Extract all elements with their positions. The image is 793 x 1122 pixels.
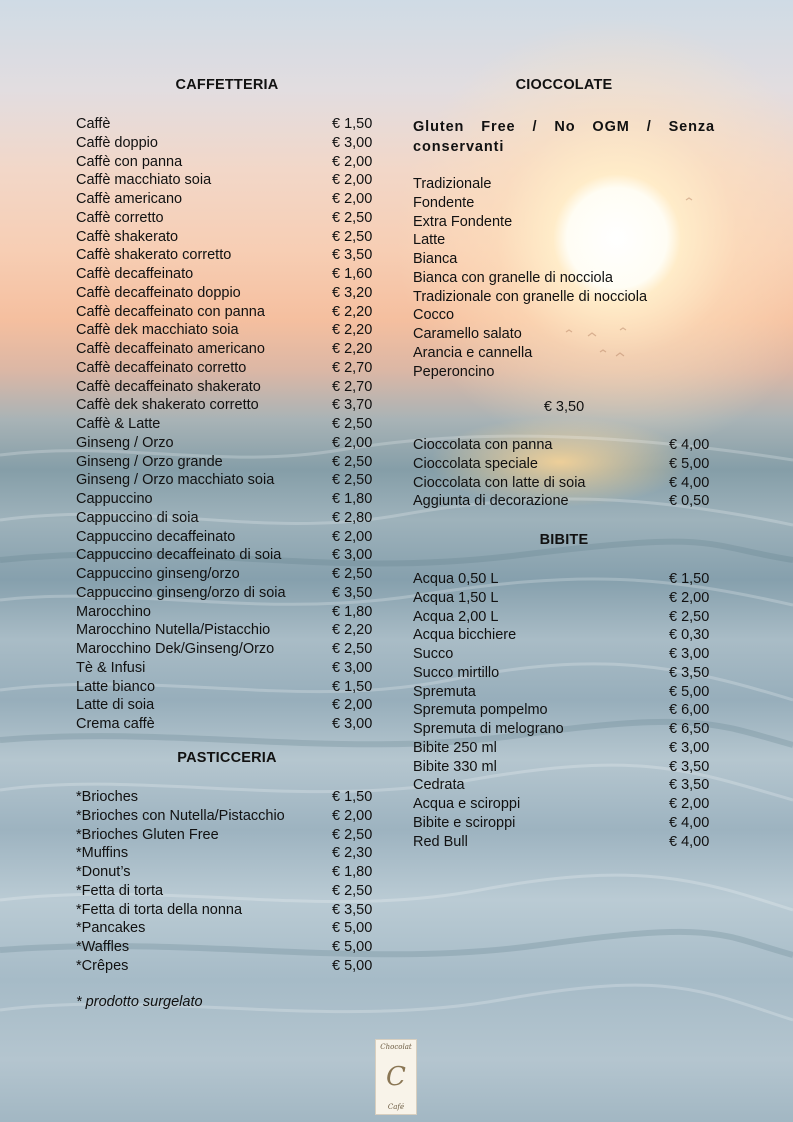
flavour-item: Latte <box>413 232 446 249</box>
menu-item-name: Caffè americano <box>76 191 183 207</box>
menu-item-price: € 2,70 <box>332 359 373 376</box>
menu-item <box>76 863 378 882</box>
pasticceria-list <box>76 788 378 976</box>
menu-item <box>76 246 378 265</box>
menu-item-name: Red Bull <box>413 833 468 850</box>
menu-item <box>76 546 378 565</box>
menu-item-price: € 2,50 <box>332 453 373 470</box>
cioccolate-flavour-list <box>413 175 715 381</box>
menu-item <box>413 492 715 511</box>
menu-item-price: € 1,80 <box>332 603 373 620</box>
menu-item <box>413 608 715 627</box>
menu-item <box>76 396 378 415</box>
menu-item <box>413 814 715 833</box>
menu-item-name: Latte di soia <box>76 697 155 714</box>
menu-item-name: *Waffles <box>76 939 130 955</box>
menu-item-name: Acqua 2,00 L <box>413 608 499 625</box>
menu-item-price: € 2,50 <box>332 472 373 489</box>
menu-item <box>76 584 378 603</box>
menu-item-name: Caffè decaffeinato doppio <box>76 284 241 301</box>
menu-item <box>76 453 378 472</box>
menu-item-price: € 1,50 <box>332 678 373 695</box>
menu-item <box>76 640 378 659</box>
menu-item <box>76 134 378 153</box>
menu-item-price: € 6,50 <box>669 721 710 737</box>
menu-item-name: Caffè decaffeinato shakerato <box>76 378 261 395</box>
menu-item-price: € 2,00 <box>669 796 710 812</box>
menu-item-price: € 3,00 <box>332 659 373 676</box>
menu-item <box>76 715 378 734</box>
menu-item <box>413 683 715 702</box>
menu-item-price: € 2,20 <box>332 622 373 639</box>
logo-mark: C <box>386 1062 406 1092</box>
menu-item <box>76 844 378 863</box>
menu-item-name: Caffè macchiato soia <box>76 172 212 189</box>
flavour-item: Bianca con granelle di nocciola <box>413 269 613 286</box>
menu-item-name: Caffè shakerato corretto <box>76 247 232 264</box>
menu-item-name: Aggiunta di decorazione <box>413 493 569 510</box>
menu-item <box>413 701 715 720</box>
menu-item-price: € 2,50 <box>332 228 373 245</box>
menu-item-price: € 4,00 <box>669 437 710 453</box>
menu-item-price: € 3,50 <box>332 584 373 601</box>
menu-item <box>76 565 378 584</box>
menu-item <box>76 228 378 247</box>
menu-item-price: € 2,50 <box>332 882 373 899</box>
menu-item-name: Marocchino Nutella/Pistacchio <box>76 622 271 639</box>
menu-item <box>76 807 378 826</box>
flavour-item: Peperoncino <box>413 363 495 380</box>
menu-item-price: € 5,00 <box>669 455 710 472</box>
menu-item-price: € 4,00 <box>669 474 710 491</box>
menu-item <box>413 776 715 795</box>
menu-item-price: € 2,00 <box>332 528 373 545</box>
menu-item <box>76 826 378 845</box>
menu-item <box>413 720 715 739</box>
menu-item <box>76 359 378 378</box>
menu-item <box>76 490 378 509</box>
menu-item-name: *Fetta di torta <box>76 882 164 899</box>
menu-item-price: € 2,20 <box>332 341 373 357</box>
pasticceria-heading: PASTICCERIA <box>177 750 277 766</box>
menu-item-price: € 2,00 <box>332 697 373 714</box>
menu-item-price: € 6,00 <box>669 702 710 719</box>
menu-item-name: Caffè shakerato <box>76 228 179 245</box>
menu-item <box>413 626 715 645</box>
menu-item-name: *Brioches <box>76 789 139 805</box>
menu-item-price: € 3,20 <box>332 284 373 301</box>
flavour-item: Caramello salato <box>413 326 522 342</box>
menu-item-name: Caffè decaffeinato <box>76 266 194 282</box>
menu-item <box>413 589 715 608</box>
menu-item <box>413 833 715 852</box>
menu-item <box>76 659 378 678</box>
menu-item <box>76 209 378 228</box>
menu-item <box>413 436 715 455</box>
menu-item-name: Crema caffè <box>76 716 155 732</box>
flavour-item: Bianca <box>413 251 458 267</box>
menu-item-name: *Fetta di torta della nonna <box>76 901 243 918</box>
menu-item-name: Spremuta pompelmo <box>413 702 548 719</box>
menu-item-price: € 1,60 <box>332 266 373 282</box>
menu-item <box>413 758 715 777</box>
menu-item <box>76 603 378 622</box>
menu-item-name: Cappuccino ginseng/orzo <box>76 566 240 582</box>
menu-item-price: € 5,00 <box>669 683 710 700</box>
menu-item <box>76 696 378 715</box>
menu-item-price: € 1,50 <box>332 789 373 805</box>
menu-item-price: € 2,50 <box>332 566 373 582</box>
menu-item-name: Acqua 1,50 L <box>413 589 499 606</box>
menu-item-price: € 2,50 <box>332 826 373 843</box>
menu-item <box>76 115 378 134</box>
menu-item-price: € 1,50 <box>332 116 373 132</box>
caffetteria-list <box>76 115 378 734</box>
menu-item <box>413 664 715 683</box>
menu-item-price: € 4,00 <box>669 833 710 850</box>
menu-item-price: € 3,00 <box>669 739 710 756</box>
menu-item-name: Bibite 330 ml <box>413 758 497 775</box>
menu-item-price: € 3,50 <box>669 664 710 681</box>
flavour-item: Cocco <box>413 307 455 324</box>
menu-item-price: € 2,50 <box>669 608 710 625</box>
menu-item-price: € 1,50 <box>669 571 710 587</box>
menu-item-name: Caffè decaffeinato con panna <box>76 303 265 320</box>
menu-item-name: Acqua bicchiere <box>413 627 517 644</box>
menu-item-price: € 2,70 <box>332 378 373 395</box>
menu-item-price: € 0,50 <box>669 493 710 510</box>
menu-item <box>76 378 378 397</box>
menu-item-name: Succo mirtillo <box>413 664 500 681</box>
menu-item <box>76 678 378 697</box>
menu-item-name: *Brioches con Nutella/Pistacchio <box>76 807 285 824</box>
menu-item-price: € 2,00 <box>332 191 373 207</box>
menu-item-name: Cappuccino <box>76 491 153 507</box>
flavour-item: Arancia e cannella <box>413 344 533 361</box>
menu-item-name: *Donut’s <box>76 864 131 880</box>
menu-item-name: Acqua e sciroppi <box>413 796 521 812</box>
logo-bottom-text: Café <box>387 1103 405 1111</box>
menu-item-price: € 2,00 <box>669 589 710 606</box>
menu-item <box>76 882 378 901</box>
menu-item-price: € 2,80 <box>332 509 373 526</box>
menu-item-price: € 3,50 <box>669 777 710 794</box>
menu-item-name: Caffè & Latte <box>76 416 161 432</box>
menu-item-price: € 2,00 <box>332 807 373 824</box>
menu-item-name: Cappuccino decaffeinato <box>76 528 236 545</box>
flavour-item: Extra Fondente <box>413 213 513 230</box>
menu-item-price: € 1,80 <box>332 864 373 880</box>
menu-item-price: € 1,80 <box>332 491 373 507</box>
menu-item-name: Ginseng / Orzo <box>76 434 174 451</box>
menu-item-price: € 5,00 <box>332 957 373 974</box>
menu-item-name: Cedrata <box>413 777 465 794</box>
menu-item-price: € 2,00 <box>332 172 373 189</box>
menu-item-name: Caffè corretto <box>76 209 164 226</box>
menu-item-price: € 3,50 <box>669 758 710 775</box>
menu-item-price: € 3,70 <box>332 397 373 414</box>
menu-item <box>76 528 378 547</box>
cioccolate-heading: CIOCCOLATE <box>515 77 613 93</box>
menu-item-name: Caffè dek shakerato corretto <box>76 397 259 414</box>
menu-item-price: € 3,00 <box>332 716 373 732</box>
menu-item-name: Latte bianco <box>76 678 156 695</box>
menu-item-price: € 3,00 <box>669 646 710 662</box>
menu-item-price: € 2,50 <box>332 416 373 432</box>
menu-item <box>413 474 715 493</box>
caffetteria-heading: CAFFETTERIA <box>175 77 279 93</box>
menu-item <box>76 284 378 303</box>
menu-item-price: € 2,00 <box>332 153 373 170</box>
menu-item-price: € 5,00 <box>332 939 373 955</box>
menu-item-price: € 3,00 <box>332 547 373 564</box>
menu-item <box>76 621 378 640</box>
menu-item <box>76 901 378 920</box>
menu-item <box>76 509 378 528</box>
menu-item <box>76 434 378 453</box>
menu-item <box>413 455 715 474</box>
menu-item-name: Spremuta di melograno <box>413 721 564 737</box>
flavour-item: Tradizionale <box>413 176 492 192</box>
menu-item <box>76 171 378 190</box>
logo-top-text: Chocolat <box>380 1043 412 1051</box>
menu-item-price: € 5,00 <box>332 920 373 937</box>
menu-item-price: € 2,50 <box>332 641 373 657</box>
menu-item-name: Cioccolata con latte di soia <box>413 474 586 491</box>
menu-item <box>413 739 715 758</box>
menu-item-name: Caffè <box>76 116 111 132</box>
menu-item-name: Succo <box>413 646 454 662</box>
menu-item-price: € 0,30 <box>669 627 710 644</box>
menu-item-name: Cioccolata speciale <box>413 455 538 472</box>
menu-item-name: Caffè con panna <box>76 153 183 170</box>
menu-item-name: Marocchino Dek/Ginseng/Orzo <box>76 641 275 657</box>
menu-item-price: € 2,20 <box>332 303 373 320</box>
menu-item-name: *Brioches Gluten Free <box>76 826 219 843</box>
menu-item <box>76 303 378 322</box>
cioccolate-subtitle: Gluten Free / No OGM / Senza conservanti <box>413 119 715 155</box>
menu-item <box>76 340 378 359</box>
menu-item-name: Ginseng / Orzo macchiato soia <box>76 472 275 489</box>
menu-item-name: Acqua 0,50 L <box>413 571 499 587</box>
menu-item-name: Bibite 250 ml <box>413 739 497 756</box>
menu-item-name: Ginseng / Orzo grande <box>76 453 223 470</box>
menu-item <box>76 415 378 434</box>
menu-item-name: *Muffins <box>76 845 129 862</box>
menu-item-price: € 3,50 <box>332 247 373 264</box>
menu-item-name: Tè & Infusi <box>76 659 146 676</box>
menu-item <box>76 265 378 284</box>
cafe-logo <box>375 1039 417 1115</box>
frozen-product-note: * prodotto surgelato <box>76 994 203 1010</box>
menu-item-price: € 2,30 <box>332 845 373 862</box>
menu-item <box>413 645 715 664</box>
menu-item-name: Cappuccino di soia <box>76 509 199 526</box>
bibite-list <box>413 570 715 851</box>
menu-item-name: Cappuccino ginseng/orzo di soia <box>76 584 286 601</box>
menu-item <box>76 938 378 957</box>
cioccolate-extra-list <box>413 436 715 511</box>
menu-item-price: € 4,00 <box>669 814 710 831</box>
menu-item <box>76 788 378 807</box>
menu-item-name: Cappuccino decaffeinato di soia <box>76 547 282 564</box>
menu-item-price: € 3,00 <box>332 134 373 151</box>
menu-item-price: € 2,00 <box>332 434 373 451</box>
menu-item <box>76 919 378 938</box>
menu-item <box>76 190 378 209</box>
menu-item-name: Caffè doppio <box>76 134 158 151</box>
menu-item-name: Marocchino <box>76 603 151 620</box>
menu-item-name: Cioccolata con panna <box>413 437 553 453</box>
menu-item-name: Caffè decaffeinato corretto <box>76 359 247 376</box>
menu-item-name: Caffè decaffeinato americano <box>76 341 265 357</box>
menu-item-name: Caffè dek macchiato soia <box>76 322 239 339</box>
bibite-heading: BIBITE <box>539 532 589 548</box>
menu-item <box>76 957 378 976</box>
menu-item-price: € 2,20 <box>332 322 373 339</box>
menu-item <box>413 795 715 814</box>
flavour-item: Tradizionale con granelle di nocciola <box>413 288 648 305</box>
flavour-item: Fondente <box>413 194 475 211</box>
menu-item <box>76 471 378 490</box>
menu-item-name: Spremuta <box>413 683 476 700</box>
menu-item-name: Bibite e sciroppi <box>413 814 516 831</box>
menu-item <box>76 153 378 172</box>
menu-item-price: € 2,50 <box>332 209 373 226</box>
menu-item-price: € 3,50 <box>332 901 373 918</box>
menu-item-name: *Crêpes <box>76 957 129 974</box>
menu-item <box>76 321 378 340</box>
menu-item <box>413 570 715 589</box>
flavour-price: € 3,50 <box>543 399 585 415</box>
menu-item-name: *Pancakes <box>76 920 146 937</box>
